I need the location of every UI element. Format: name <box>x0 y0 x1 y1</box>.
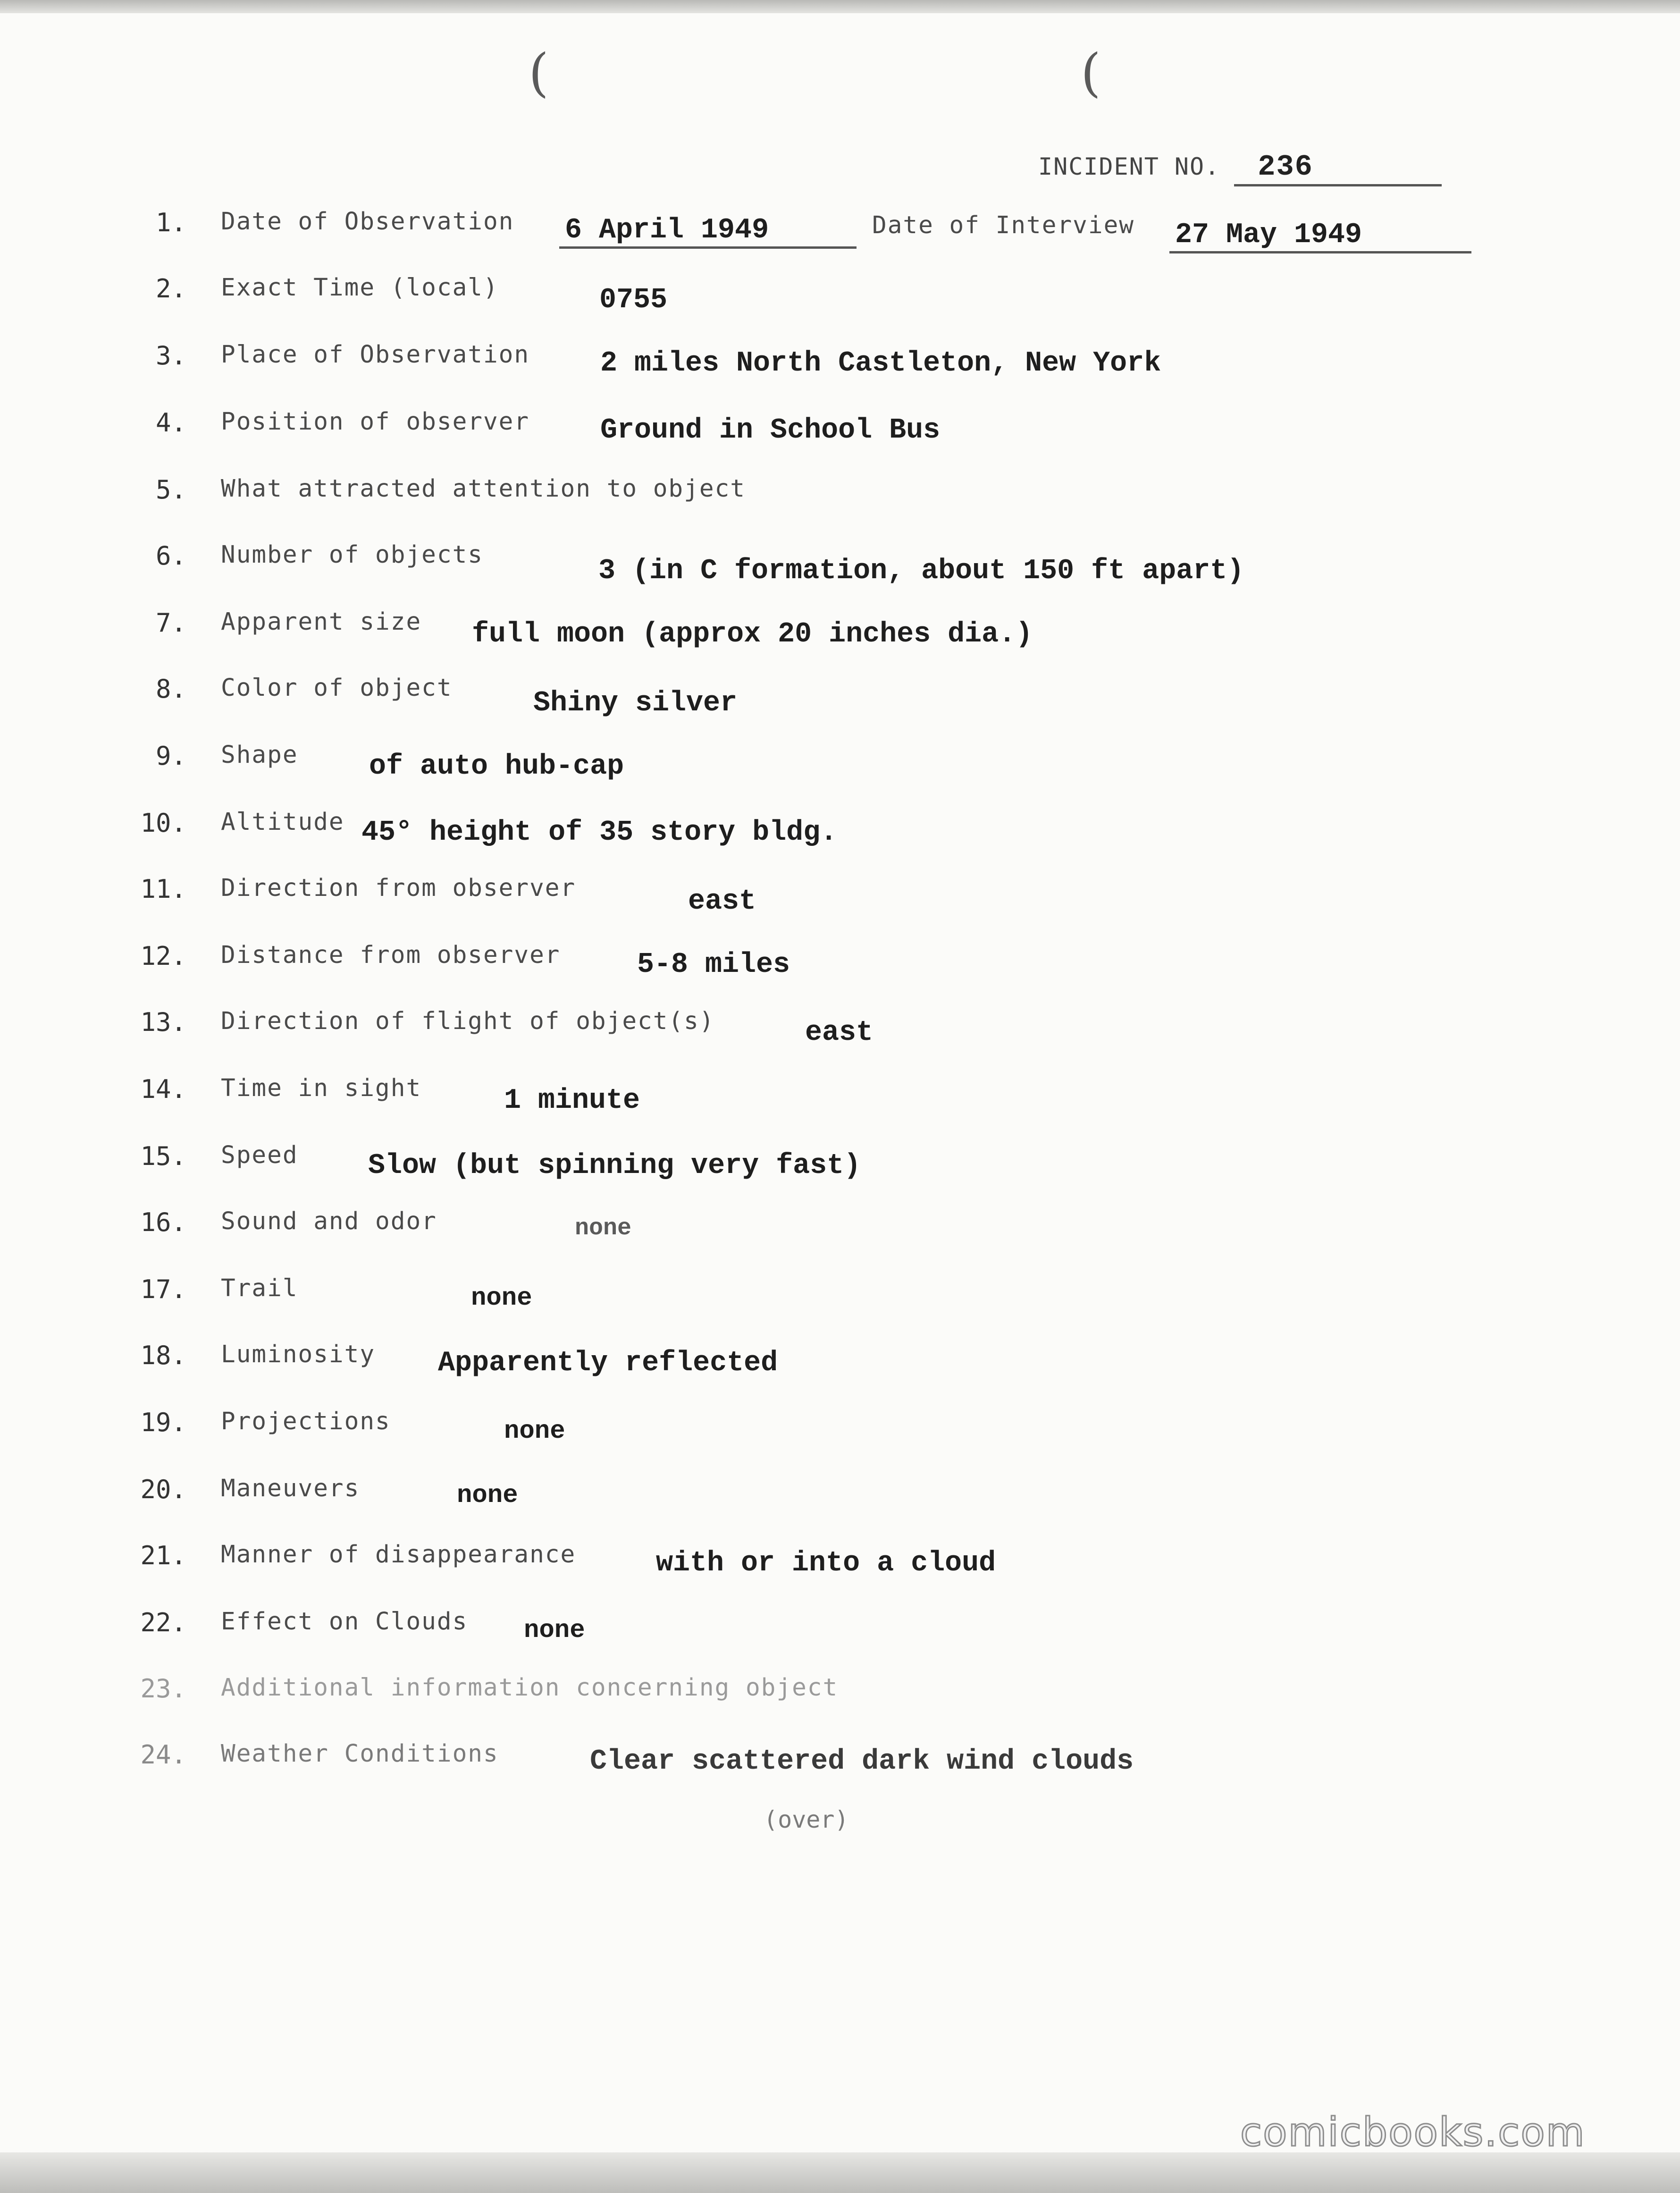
item-value-trail: none <box>471 1284 532 1313</box>
item-label-sound-and-odor: Sound and odor <box>221 1207 437 1235</box>
item-row-10 <box>0 808 1680 855</box>
item-number: 6. <box>155 541 186 571</box>
item-number: 5. <box>155 475 186 505</box>
item-number: 10. <box>140 808 186 838</box>
incident-number-field <box>1038 150 1442 186</box>
item-number: 16. <box>140 1207 186 1237</box>
item-label-date-of-observation: Date of Observation <box>221 208 514 236</box>
item-row-3 <box>0 341 1680 388</box>
item-number: 15. <box>140 1141 186 1171</box>
item-value-place-of-observation: 2 miles North Castleton, New York <box>600 347 1161 380</box>
item-value-shape: of auto hub-cap <box>369 751 624 783</box>
item-row-11 <box>0 874 1680 921</box>
item-label-luminosity: Luminosity <box>221 1341 376 1368</box>
item-value-position-of-observer: Ground in School Bus <box>600 414 941 447</box>
item-number: 23. <box>140 1674 186 1704</box>
item-label-exact-time: Exact Time (local) <box>221 274 499 302</box>
item-value-projections: none <box>504 1417 565 1446</box>
item-row-18 <box>0 1341 1680 1388</box>
item-value-date-of-observation: 6 April 1949 <box>559 214 857 249</box>
item-row-5 <box>0 475 1680 522</box>
item-label-weather-conditions: Weather Conditions <box>221 1740 499 1768</box>
item-value-direction-from-observer: east <box>688 886 756 918</box>
item-number: 14. <box>140 1074 186 1104</box>
over-note: (over) <box>764 1806 849 1833</box>
item-row-20 <box>0 1475 1680 1522</box>
item-label-direction-of-flight: Direction of flight of object(s) <box>221 1007 715 1035</box>
item-row-17 <box>0 1274 1680 1322</box>
punch-mark-left: ( <box>529 42 549 103</box>
item-value-apparent-size: full moon (approx 20 inches dia.) <box>472 618 1033 650</box>
item-row-1 <box>0 208 1680 255</box>
item-label-distance-from-observer: Distance from observer <box>221 941 561 969</box>
item-label-what-attracted-attention: What attracted attention to object <box>221 475 746 503</box>
watermark: comicbooks.com <box>1240 2109 1586 2155</box>
item-number: 8. <box>155 674 186 704</box>
item-number: 9. <box>155 741 186 771</box>
item-row-7 <box>0 608 1680 655</box>
item-number: 7. <box>155 608 186 638</box>
item-label-direction-from-observer: Direction from observer <box>221 874 576 902</box>
item-value-exact-time: 0755 <box>599 284 668 316</box>
item-label-manner-of-disappearance: Manner of disappearance <box>221 1541 576 1569</box>
item-value-effect-on-clouds: none <box>524 1616 585 1645</box>
item-label-number-of-objects: Number of objects <box>221 541 483 569</box>
item-row-12 <box>0 941 1680 988</box>
item-number: 17. <box>140 1274 186 1304</box>
item-row-9 <box>0 741 1680 788</box>
item-label-place-of-observation: Place of Observation <box>221 341 530 369</box>
item-number: 20. <box>140 1475 186 1504</box>
item-value-color-of-object: Shiny silver <box>533 687 738 719</box>
item-value-altitude: 45° height of 35 story bldg. <box>361 817 838 849</box>
item-value-maneuvers: none <box>457 1481 518 1510</box>
item-label-maneuvers: Maneuvers <box>221 1475 360 1502</box>
item-value-manner-of-disappearance: with or into a cloud <box>656 1547 996 1579</box>
item-row-4 <box>0 408 1680 455</box>
item-value-weather-conditions: Clear scattered dark wind clouds <box>590 1746 1134 1778</box>
scan-bottom-edge <box>0 2152 1680 2193</box>
item-row-8 <box>0 674 1680 721</box>
item-label-trail: Trail <box>221 1274 298 1302</box>
item-row-2 <box>0 274 1680 321</box>
item-value-number-of-objects: 3 (in C formation, about 150 ft apart) <box>598 555 1244 587</box>
item-number: 22. <box>140 1608 186 1637</box>
item-label-additional-information: Additional information concerning object <box>221 1674 839 1702</box>
item-row-6 <box>0 541 1680 588</box>
item-label-apparent-size: Apparent size <box>221 608 422 636</box>
punch-mark-right: ( <box>1081 42 1101 103</box>
item-row-16 <box>0 1207 1680 1255</box>
item-value-distance-from-observer: 5-8 miles <box>637 949 790 981</box>
item-number: 1. <box>155 208 186 237</box>
item-row-22 <box>0 1608 1680 1655</box>
item-label-altitude: Altitude <box>221 808 344 836</box>
item-number: 4. <box>155 408 186 438</box>
item-value-direction-of-flight: east <box>805 1017 874 1049</box>
item-value-luminosity: Apparently reflected <box>438 1347 778 1379</box>
item-label-projections: Projections <box>221 1408 391 1435</box>
item-value-date-of-interview: 27 May 1949 <box>1169 219 1471 253</box>
item-row-24 <box>0 1740 1680 1787</box>
item-row-21 <box>0 1541 1680 1588</box>
item-row-15 <box>0 1141 1680 1189</box>
item-number: 19. <box>140 1408 186 1437</box>
item-label-speed: Speed <box>221 1141 298 1169</box>
incident-number-value: 236 <box>1234 150 1442 186</box>
item-value-speed: Slow (but spinning very fast) <box>368 1150 861 1182</box>
item-number: 12. <box>140 941 186 971</box>
item-row-19 <box>0 1408 1680 1455</box>
incident-label: INCIDENT NO. <box>1038 153 1220 180</box>
item-value-time-in-sight: 1 minute <box>504 1085 640 1117</box>
item-label-date-of-interview: Date of Interview <box>872 211 1134 239</box>
item-label-time-in-sight: Time in sight <box>221 1074 422 1102</box>
item-number: 21. <box>140 1541 186 1570</box>
item-row-13 <box>0 1007 1680 1054</box>
item-label-color-of-object: Color of object <box>221 674 453 702</box>
item-label-effect-on-clouds: Effect on Clouds <box>221 1608 468 1636</box>
item-row-14 <box>0 1074 1680 1122</box>
item-number: 2. <box>155 274 186 304</box>
item-number: 11. <box>140 874 186 904</box>
item-row-23 <box>0 1674 1680 1721</box>
item-label-position-of-observer: Position of observer <box>221 408 530 436</box>
item-number: 13. <box>140 1007 186 1037</box>
item-number: 3. <box>155 341 186 371</box>
item-number: 24. <box>140 1740 186 1770</box>
item-number: 18. <box>140 1341 186 1370</box>
item-value-sound-and-odor: none <box>575 1215 632 1242</box>
scan-top-edge <box>0 0 1680 13</box>
item-label-shape: Shape <box>221 741 298 769</box>
